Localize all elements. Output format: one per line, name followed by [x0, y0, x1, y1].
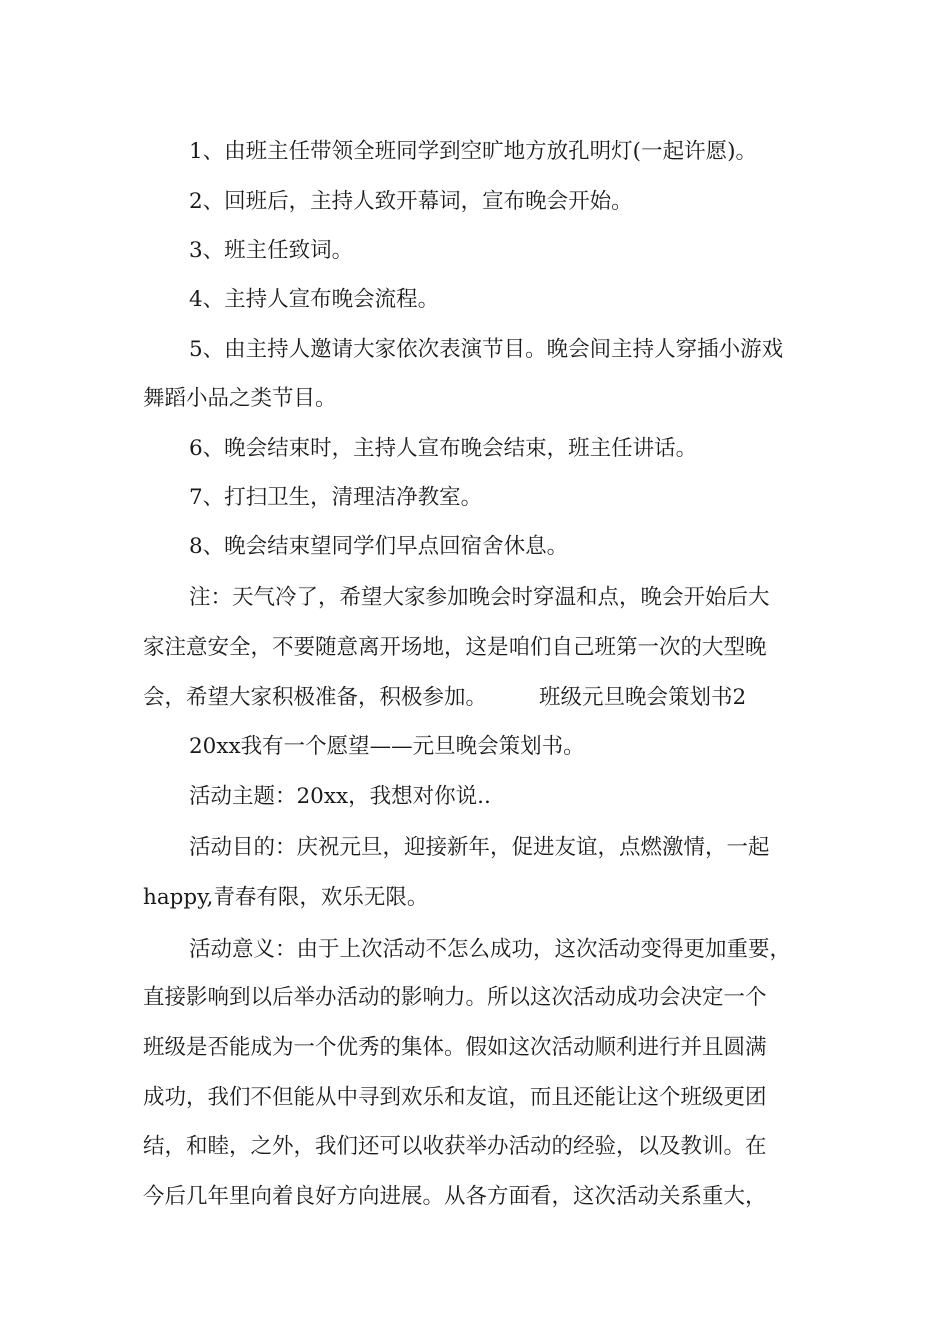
text-line: happy,青春有限，欢乐无限。	[143, 885, 429, 910]
text-line: 5、由主持人邀请大家依次表演节目。晚会间主持人穿插小游戏	[189, 337, 784, 362]
text-line: 6、晚会结束时，主持人宣布晚会结束，班主任讲话。	[189, 436, 698, 461]
text-line: 1、由班主任带领全班同学到空旷地方放孔明灯(一起许愿)。	[189, 139, 757, 164]
text-line: 家注意安全，不要随意离开场地，这是咱们自己班第一次的大型晚	[143, 635, 767, 660]
text-line: 注：天气冷了，希望大家参加晚会时穿温和点，晚会开始后大	[189, 585, 770, 610]
text-line: 结，和睦，之外，我们还可以收获举办活动的经验，以及教训。在	[143, 1134, 767, 1159]
text-line: 活动主题：20xx，我想对你说..	[189, 784, 491, 809]
text-line: 2、回班后，主持人致开幕词，宣布晚会开始。	[189, 189, 633, 214]
text-line: 8、晚会结束望同学们早点回宿舍休息。	[189, 534, 569, 559]
text-line	[143, 673, 746, 723]
text-line: 活动目的：庆祝元旦，迎接新年，促进友谊，点燃激情，一起	[189, 835, 770, 860]
text-line: 4、主持人宣布晚会流程。	[189, 287, 440, 312]
text-line: 活动意义：由于上次活动不怎么成功，这次活动变得更加重要，	[189, 937, 792, 962]
text-line: 班级是否能成为一个优秀的集体。假如这次活动顺利进行并且圆满	[143, 1035, 767, 1060]
text-line: 成功，我们不但能从中寻到欢乐和友谊，而且还能让这个班级更团	[143, 1085, 767, 1110]
text-line: 舞蹈小品之类节目。	[143, 386, 337, 411]
text-segment: 会，希望大家积极准备，积极参加。	[143, 685, 488, 710]
text-line: 3、班主任致词。	[189, 238, 354, 263]
text-line: 20xx我有一个愿望——元旦晚会策划书。	[189, 734, 585, 759]
text-line: 直接影响到以后举办活动的影响力。所以这次活动成功会决定一个	[143, 985, 767, 1010]
text-line: 今后几年里向着良好方向进展。从各方面看，这次活动关系重大，	[143, 1184, 767, 1209]
section-title: 班级元旦晚会策划书2	[539, 685, 747, 710]
text-line: 7、打扫卫生，清理洁净教室。	[189, 485, 483, 510]
